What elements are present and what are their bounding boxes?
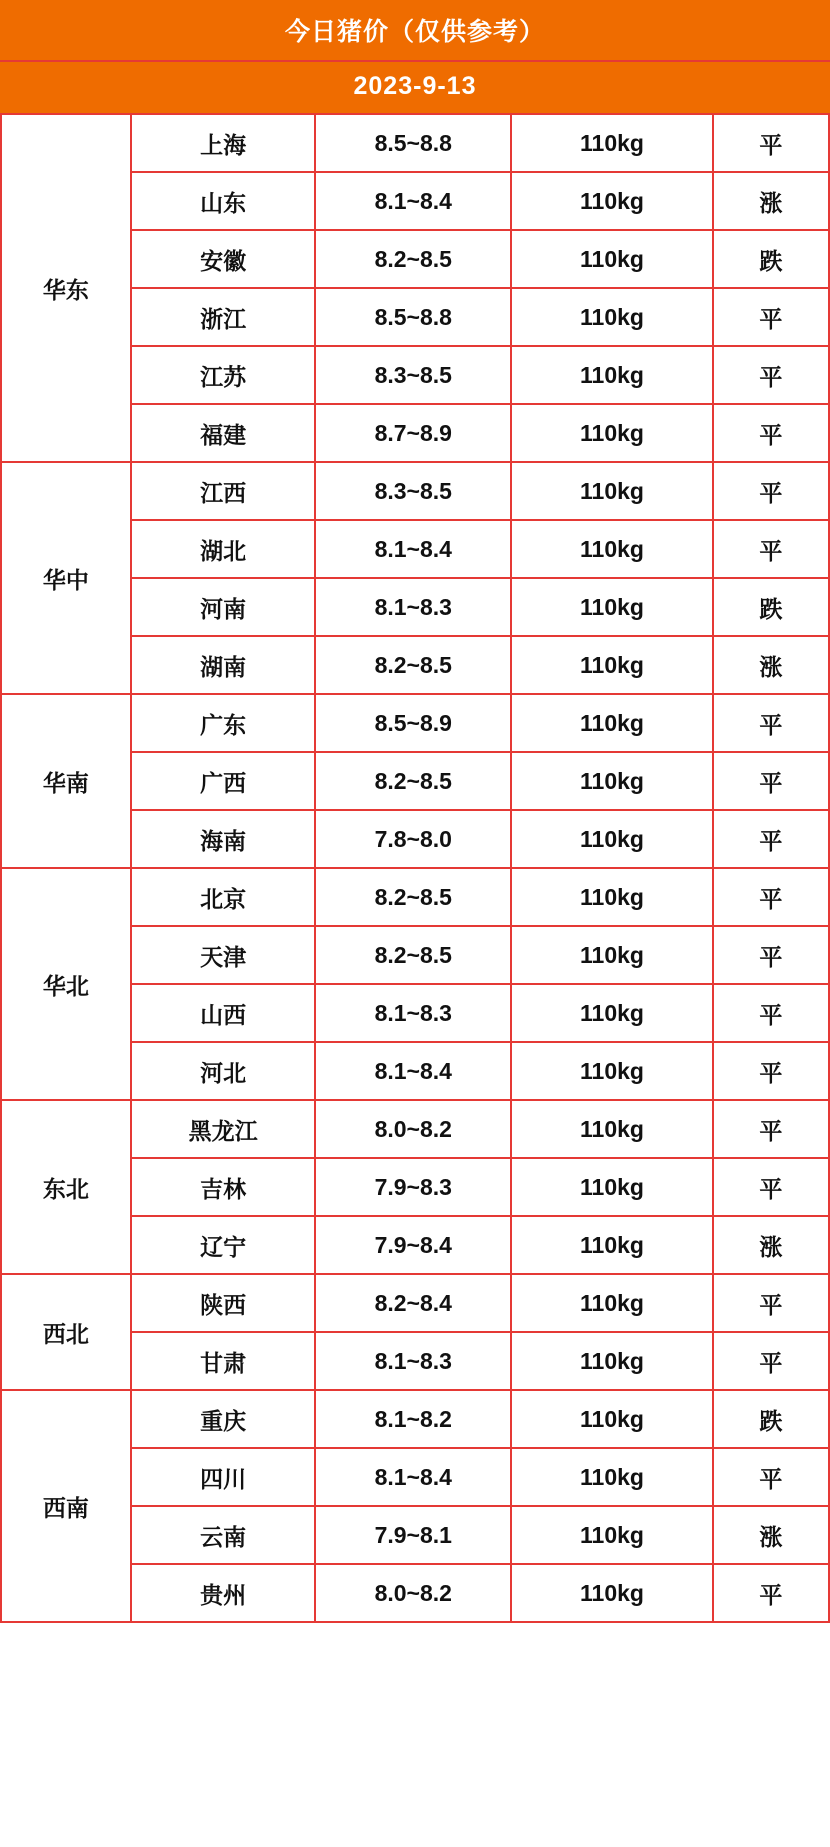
province-cell: 贵州 — [131, 1564, 316, 1622]
trend-cell: 平 — [713, 288, 829, 346]
province-cell: 江西 — [131, 462, 316, 520]
weight-cell: 110kg — [511, 520, 713, 578]
trend-cell: 平 — [713, 114, 829, 172]
trend-cell: 跌 — [713, 578, 829, 636]
province-cell: 辽宁 — [131, 1216, 316, 1274]
province-cell: 浙江 — [131, 288, 316, 346]
price-cell: 8.1~8.3 — [315, 984, 511, 1042]
price-cell: 8.5~8.8 — [315, 288, 511, 346]
weight-cell: 110kg — [511, 1448, 713, 1506]
province-cell: 上海 — [131, 114, 316, 172]
weight-cell: 110kg — [511, 868, 713, 926]
trend-cell: 涨 — [713, 1216, 829, 1274]
trend-cell: 跌 — [713, 230, 829, 288]
weight-cell: 110kg — [511, 1158, 713, 1216]
province-cell: 山西 — [131, 984, 316, 1042]
trend-cell: 涨 — [713, 1506, 829, 1564]
province-cell: 湖南 — [131, 636, 316, 694]
province-cell: 河南 — [131, 578, 316, 636]
trend-cell: 平 — [713, 926, 829, 984]
table-row — [1, 868, 829, 926]
province-cell: 吉林 — [131, 1158, 316, 1216]
price-cell: 8.1~8.4 — [315, 520, 511, 578]
province-cell: 湖北 — [131, 520, 316, 578]
trend-cell: 平 — [713, 1100, 829, 1158]
trend-cell: 平 — [713, 1274, 829, 1332]
trend-cell: 平 — [713, 346, 829, 404]
price-cell: 7.8~8.0 — [315, 810, 511, 868]
trend-cell: 跌 — [713, 1390, 829, 1448]
weight-cell: 110kg — [511, 1216, 713, 1274]
trend-cell: 平 — [713, 1448, 829, 1506]
province-cell: 广西 — [131, 752, 316, 810]
province-cell: 海南 — [131, 810, 316, 868]
price-cell: 7.9~8.3 — [315, 1158, 511, 1216]
province-cell: 天津 — [131, 926, 316, 984]
date-label: 2023-9-13 — [0, 62, 830, 113]
price-cell: 8.2~8.4 — [315, 1274, 511, 1332]
weight-cell: 110kg — [511, 462, 713, 520]
price-cell: 8.1~8.3 — [315, 578, 511, 636]
price-cell: 8.7~8.9 — [315, 404, 511, 462]
price-cell: 8.0~8.2 — [315, 1100, 511, 1158]
weight-cell: 110kg — [511, 230, 713, 288]
province-cell: 山东 — [131, 172, 316, 230]
weight-cell: 110kg — [511, 346, 713, 404]
province-cell: 陕西 — [131, 1274, 316, 1332]
price-cell: 8.0~8.2 — [315, 1564, 511, 1622]
weight-cell: 110kg — [511, 752, 713, 810]
table-row — [1, 694, 829, 752]
weight-cell: 110kg — [511, 578, 713, 636]
trend-cell: 涨 — [713, 636, 829, 694]
province-cell: 江苏 — [131, 346, 316, 404]
region-cell: 西南 — [1, 1390, 131, 1622]
table-row — [1, 1100, 829, 1158]
weight-cell: 110kg — [511, 1564, 713, 1622]
province-cell: 安徽 — [131, 230, 316, 288]
price-cell: 8.1~8.3 — [315, 1332, 511, 1390]
table-row — [1, 1390, 829, 1448]
trend-cell: 平 — [713, 462, 829, 520]
price-cell: 8.1~8.4 — [315, 1042, 511, 1100]
trend-cell: 平 — [713, 404, 829, 462]
trend-cell: 平 — [713, 868, 829, 926]
province-cell: 四川 — [131, 1448, 316, 1506]
weight-cell: 110kg — [511, 288, 713, 346]
trend-cell: 平 — [713, 984, 829, 1042]
trend-cell: 平 — [713, 520, 829, 578]
price-cell: 8.2~8.5 — [315, 230, 511, 288]
trend-cell: 平 — [713, 810, 829, 868]
weight-cell: 110kg — [511, 1506, 713, 1564]
weight-cell: 110kg — [511, 1274, 713, 1332]
weight-cell: 110kg — [511, 926, 713, 984]
price-cell: 8.2~8.5 — [315, 752, 511, 810]
table-row — [1, 462, 829, 520]
trend-cell: 平 — [713, 694, 829, 752]
trend-cell: 平 — [713, 1158, 829, 1216]
weight-cell: 110kg — [511, 810, 713, 868]
table-row — [1, 1274, 829, 1332]
trend-cell: 平 — [713, 1332, 829, 1390]
trend-cell: 平 — [713, 1042, 829, 1100]
weight-cell: 110kg — [511, 1390, 713, 1448]
province-cell: 广东 — [131, 694, 316, 752]
weight-cell: 110kg — [511, 404, 713, 462]
price-cell: 8.2~8.5 — [315, 926, 511, 984]
price-cell: 8.5~8.8 — [315, 114, 511, 172]
province-cell: 北京 — [131, 868, 316, 926]
price-cell: 7.9~8.1 — [315, 1506, 511, 1564]
province-cell: 重庆 — [131, 1390, 316, 1448]
price-cell: 8.2~8.5 — [315, 636, 511, 694]
province-cell: 云南 — [131, 1506, 316, 1564]
region-cell: 华北 — [1, 868, 131, 1100]
province-cell: 黑龙江 — [131, 1100, 316, 1158]
province-cell: 河北 — [131, 1042, 316, 1100]
weight-cell: 110kg — [511, 984, 713, 1042]
price-cell: 8.1~8.4 — [315, 1448, 511, 1506]
price-cell: 8.5~8.9 — [315, 694, 511, 752]
trend-cell: 平 — [713, 1564, 829, 1622]
weight-cell: 110kg — [511, 114, 713, 172]
price-cell: 8.1~8.4 — [315, 172, 511, 230]
price-table — [0, 113, 830, 1623]
region-cell: 华中 — [1, 462, 131, 694]
weight-cell: 110kg — [511, 694, 713, 752]
weight-cell: 110kg — [511, 636, 713, 694]
region-cell: 华南 — [1, 694, 131, 868]
trend-cell: 涨 — [713, 172, 829, 230]
province-cell: 甘肃 — [131, 1332, 316, 1390]
weight-cell: 110kg — [511, 1332, 713, 1390]
weight-cell: 110kg — [511, 172, 713, 230]
price-cell: 8.1~8.2 — [315, 1390, 511, 1448]
region-cell: 华东 — [1, 114, 131, 462]
price-cell: 8.3~8.5 — [315, 462, 511, 520]
price-cell: 8.3~8.5 — [315, 346, 511, 404]
trend-cell: 平 — [713, 752, 829, 810]
region-cell: 西北 — [1, 1274, 131, 1390]
table-row — [1, 114, 829, 172]
price-table-body — [1, 114, 829, 1622]
province-cell: 福建 — [131, 404, 316, 462]
page-title: 今日猪价（仅供参考） — [0, 0, 830, 62]
price-cell: 8.2~8.5 — [315, 868, 511, 926]
region-cell: 东北 — [1, 1100, 131, 1274]
weight-cell: 110kg — [511, 1042, 713, 1100]
price-cell: 7.9~8.4 — [315, 1216, 511, 1274]
weight-cell: 110kg — [511, 1100, 713, 1158]
